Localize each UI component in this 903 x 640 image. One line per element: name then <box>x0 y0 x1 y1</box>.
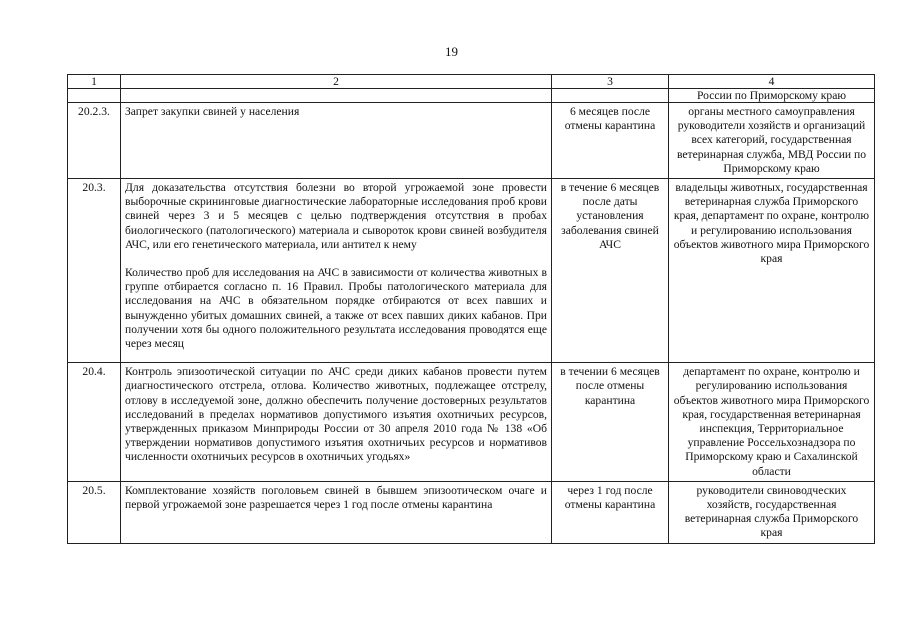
row-number: 20.2.3. <box>68 103 121 179</box>
table-row <box>68 481 875 543</box>
measure-cell <box>121 179 552 363</box>
header-cell-1: 1 <box>68 75 121 89</box>
responsible-text: департамент по охране, контролю и регулированию использования объектов животного мира Приморского края, государственная ветеринарная инспекция, Территориальное управление Россельхознадзора по Приморскому краю и Сахалинской области <box>669 363 875 482</box>
header-cell-3: 3 <box>552 75 669 89</box>
continuation-text: России по Приморскому краю <box>669 89 875 103</box>
header-cell-4: 4 <box>669 75 875 89</box>
measure-text: Комплектование хозяйств поголовьем свиней в бывшем эпизоотическом очаге и первой угрожаемой зоне разрешается через 1 год после отмены карантина <box>121 481 552 543</box>
responsible-text: владельцы животных, государственная ветеринарная служба Приморского края, департамент по охране, контролю и регулированию использования объектов животного мира Приморского края <box>669 179 875 363</box>
page-number: 19 <box>445 44 458 59</box>
table-row <box>68 103 875 179</box>
responsible-text: органы местного самоуправления руководители хозяйств и организаций всех категорий, государственная ветеринарная служба, МВД России по Приморскому краю <box>669 103 875 179</box>
row-number: 20.3. <box>68 179 121 363</box>
term-text: через 1 год после отмены карантина <box>552 481 669 543</box>
term-text: в течении 6 месяцев после отмены карантина <box>552 363 669 482</box>
table-row <box>68 179 875 363</box>
row-number: 20.4. <box>68 363 121 482</box>
measure-text: Количество проб для исследования на АЧС в зависимости от количества животных в группе отбирается согласно п. 16 Правил. Пробы патологического материала для исследования на АЧС в обязательном порядке отбираются от всех павших и вынужденно убитых домашних свиней, а также от всех павших диких кабанов. При получении хотя бы одного положительного результата исследования проводятся еще через месяц <box>125 266 547 351</box>
measure-text: Для доказательства отсутствия болезни во второй угрожаемой зоне провести выборочные скрининговые диагностические лабораторные исследования проб крови свиней через 3 и 5 месяцев с целью подтверждения отсутствия в пробах биологического (патологического) материала и сывороток крови свиней возбудителя АЧС, или его генетического материала, или антител к нему <box>125 181 547 251</box>
measure-text: Контроль эпизоотической ситуации по АЧС среди диких кабанов провести путем диагностического отстрела, отлова. Количество животных, подлежащее отстрелу, отлову в исследуемой зоне, должно обеспечить получение достоверных результатов исследований в пределах нормативов допустимого изъятия охотничьих ресурсов, утвержденных приказом Минприроды России от 30 апреля 2010 года № 138 «Об утверждении нормативов допустимого изъятия охотничьих ресурсов и нормативов численности охотничьих ресурсов в охотничьих угодьях» <box>121 363 552 482</box>
table-row <box>68 363 875 482</box>
responsible-text: руководители свиноводческих хозяйств, государственная ветеринарная служба Приморского края <box>669 481 875 543</box>
row-number: 20.5. <box>68 481 121 543</box>
term-text: 6 месяцев после отмены карантина <box>552 103 669 179</box>
table-header-row <box>68 75 875 89</box>
measure-text: Запрет закупки свиней у населения <box>121 103 552 179</box>
header-cell-2: 2 <box>121 75 552 89</box>
term-text: в течение 6 месяцев после даты установления заболевания свиней АЧС <box>552 179 669 363</box>
continuation-row <box>68 89 875 103</box>
measures-table <box>67 74 875 544</box>
